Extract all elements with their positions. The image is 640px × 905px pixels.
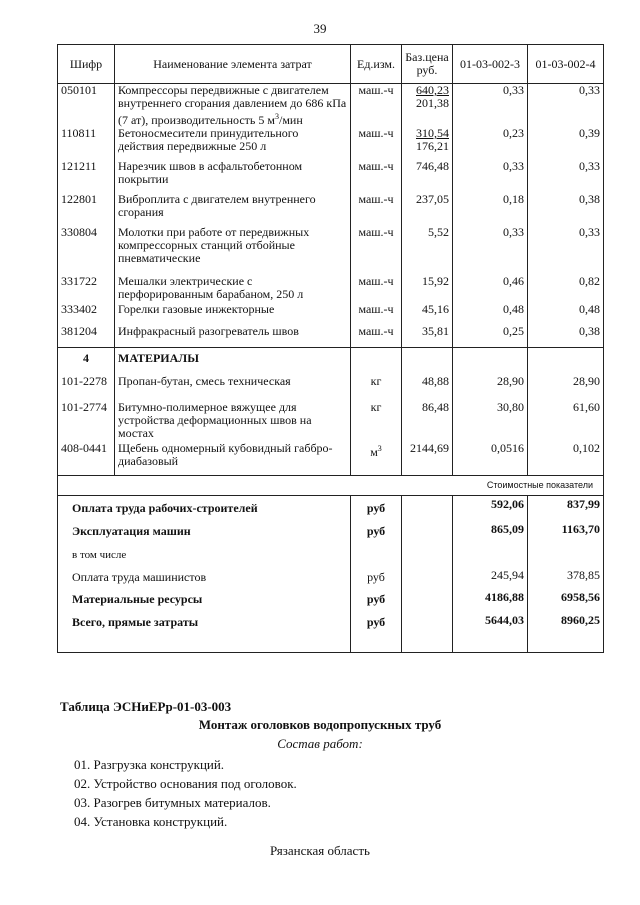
row-v1: 0,25 xyxy=(453,325,528,347)
page-number: 39 xyxy=(313,21,327,36)
resource-table xyxy=(57,44,604,653)
row-v1: 0,33 xyxy=(453,84,528,128)
materials-code: 4 xyxy=(58,347,115,369)
row-price: 2144,69 xyxy=(402,442,453,475)
row-name: Нарезчик швов в асфальтобетонном покрытии xyxy=(115,160,351,193)
list-item: 01. Разгрузка конструкций. xyxy=(74,757,225,772)
header-name: Наименование элемента затрат xyxy=(115,45,351,84)
row-code: 331722 xyxy=(58,271,115,303)
row-unit: кг xyxy=(351,369,402,395)
row-price: 237,05 xyxy=(402,193,453,226)
row-unit: маш.-ч xyxy=(351,127,402,160)
summary-unit: руб xyxy=(351,495,402,519)
row-v1: 30,80 xyxy=(453,395,528,442)
row-unit: маш.-ч xyxy=(351,325,402,347)
row-code: 381204 xyxy=(58,325,115,347)
row-v2: 0,38 xyxy=(528,325,604,347)
summary-name: Всего, прямые затраты xyxy=(58,610,351,652)
row-name: Компрессоры передвижные с двигателем внутреннего сгорания давлением до 686 кПа (7 ат), производительность 5 $м^3$/мин xyxy=(115,84,351,128)
summary-name: Материальные ресурсы xyxy=(58,587,351,610)
materials-title: МАТЕРИАЛЫ xyxy=(115,347,351,369)
row-name: Пропан-бутан, смесь техническая xyxy=(115,369,351,395)
price-value-2: 201,38 xyxy=(416,96,449,110)
row-code: 050101 xyxy=(58,84,115,128)
summary-unit: руб xyxy=(351,610,402,652)
row-name: Мешалки электрические с перфорированным барабаном, 250 л xyxy=(115,271,351,303)
row-name: Горелки газовые инжекторные xyxy=(115,303,351,325)
row-unit: маш.-ч xyxy=(351,226,402,271)
row-v1: 0,18 xyxy=(453,193,528,226)
row-name: Бетоносмесители принудительного действия передвижные 250 л xyxy=(115,127,351,160)
row-price: 45,16 xyxy=(402,303,453,325)
row-unit: маш.-ч xyxy=(351,193,402,226)
summary-row xyxy=(58,610,604,652)
summary-v2: 1163,70 xyxy=(528,519,604,543)
table-row xyxy=(58,84,604,128)
summary-unit: руб xyxy=(351,565,402,587)
table-row xyxy=(58,395,604,442)
header-code: Шифр xyxy=(58,45,115,84)
row-code: 122801 xyxy=(58,193,115,226)
summary-name: Оплата труда машинистов xyxy=(58,565,351,587)
table-row xyxy=(58,325,604,347)
row-v1: 0,0516 xyxy=(453,442,528,475)
works-title: Состав работ: xyxy=(277,736,363,751)
row-v2: 0,33 xyxy=(528,160,604,193)
table-row xyxy=(58,442,604,475)
row-v2: 0,48 xyxy=(528,303,604,325)
table-row xyxy=(58,127,604,160)
row-unit: $м^3$ xyxy=(351,442,402,475)
table-header-row xyxy=(58,45,604,84)
summary-v1: 5644,03 xyxy=(453,610,528,652)
row-name: Битумно-полимерное вяжущее для устройства деформационных швов на мостах xyxy=(115,395,351,442)
summary-v1: 865,09 xyxy=(453,519,528,543)
summary-v1: 4186,88 xyxy=(453,587,528,610)
row-unit: маш.-ч xyxy=(351,84,402,128)
list-item: 04. Установка конструкций. xyxy=(74,814,228,829)
row-v2: 0,102 xyxy=(528,442,604,475)
summary-unit: руб xyxy=(351,519,402,543)
summary-name: в том числе xyxy=(58,543,351,565)
materials-header-row xyxy=(58,347,604,369)
row-v2: 0,33 xyxy=(528,84,604,128)
row-unit: маш.-ч xyxy=(351,271,402,303)
summary-v1: 592,06 xyxy=(453,495,528,519)
row-code: 101-2774 xyxy=(58,395,115,442)
summary-unit: руб xyxy=(351,587,402,610)
row-unit: кг xyxy=(351,395,402,442)
list-item: 03. Разогрев битумных материалов. xyxy=(74,795,271,810)
row-name: Молотки при работе от передвижных компрессорных станций отбойные пневматические xyxy=(115,226,351,271)
row-price: 48,88 xyxy=(402,369,453,395)
header-col2: 01-03-002-4 xyxy=(528,45,604,84)
summary-row xyxy=(58,565,604,587)
summary-v2: 6958,56 xyxy=(528,587,604,610)
row-price xyxy=(402,84,453,128)
row-code: 330804 xyxy=(58,226,115,271)
table-row xyxy=(58,271,604,303)
summary-name: Эксплуатация машин xyxy=(58,519,351,543)
row-v2: 61,60 xyxy=(528,395,604,442)
cost-caption: Стоимостные показатели xyxy=(58,475,604,495)
table-row xyxy=(58,303,604,325)
summary-v2: 837,99 xyxy=(528,495,604,519)
row-v2: 0,33 xyxy=(528,226,604,271)
row-v1: 0,33 xyxy=(453,160,528,193)
row-price: 746,48 xyxy=(402,160,453,193)
table-row xyxy=(58,226,604,271)
row-unit: маш.-ч xyxy=(351,160,402,193)
summary-row xyxy=(58,587,604,610)
row-v2: 0,38 xyxy=(528,193,604,226)
section-subtitle: Монтаж оголовков водопропускных труб xyxy=(198,717,442,732)
row-v1: 0,48 xyxy=(453,303,528,325)
row-v2: 28,90 xyxy=(528,369,604,395)
header-price: Баз.цена руб. xyxy=(402,45,453,84)
footer-region: Рязанская область xyxy=(270,843,370,858)
row-v1: 0,33 xyxy=(453,226,528,271)
summary-v2: 378,85 xyxy=(528,565,604,587)
row-code: 121211 xyxy=(58,160,115,193)
header-col1: 01-03-002-3 xyxy=(453,45,528,84)
row-price: 5,52 xyxy=(402,226,453,271)
row-code: 110811 xyxy=(58,127,115,160)
row-price: 35,81 xyxy=(402,325,453,347)
summary-row xyxy=(58,519,604,543)
price-value-2: 176,21 xyxy=(416,139,449,153)
summary-v2: 8960,25 xyxy=(528,610,604,652)
table-row xyxy=(58,193,604,226)
summary-v1: 245,94 xyxy=(453,565,528,587)
row-price: 86,48 xyxy=(402,395,453,442)
table-row xyxy=(58,160,604,193)
works-list xyxy=(74,755,297,831)
row-name: Инфракрасный разогреватель швов xyxy=(115,325,351,347)
row-code: 333402 xyxy=(58,303,115,325)
row-v2: 0,82 xyxy=(528,271,604,303)
row-code: 408-0441 xyxy=(58,442,115,475)
row-v1: 0,46 xyxy=(453,271,528,303)
summary-name: Оплата труда рабочих-строителей xyxy=(58,495,351,519)
section-title: Таблица ЭСНиЕРр-01-03-003 xyxy=(60,699,232,714)
row-unit: маш.-ч xyxy=(351,303,402,325)
row-v2: 0,39 xyxy=(528,127,604,160)
table-row xyxy=(58,369,604,395)
price-value: 310,54 xyxy=(416,126,449,140)
row-name: Виброплита с двигателем внутреннего сгорания xyxy=(115,193,351,226)
row-price: 15,92 xyxy=(402,271,453,303)
row-v1: 28,90 xyxy=(453,369,528,395)
row-price xyxy=(402,127,453,160)
row-v1: 0,23 xyxy=(453,127,528,160)
summary-row xyxy=(58,495,604,519)
price-value: 640,23 xyxy=(416,83,449,97)
header-unit: Ед.изм. xyxy=(351,45,402,84)
cost-caption-row xyxy=(58,475,604,495)
list-item: 02. Устройство основания под оголовок. xyxy=(74,776,297,791)
row-name: Щебень одномерный кубовидный габбро-диабазовый xyxy=(115,442,351,475)
summary-row xyxy=(58,543,604,565)
row-code: 101-2278 xyxy=(58,369,115,395)
